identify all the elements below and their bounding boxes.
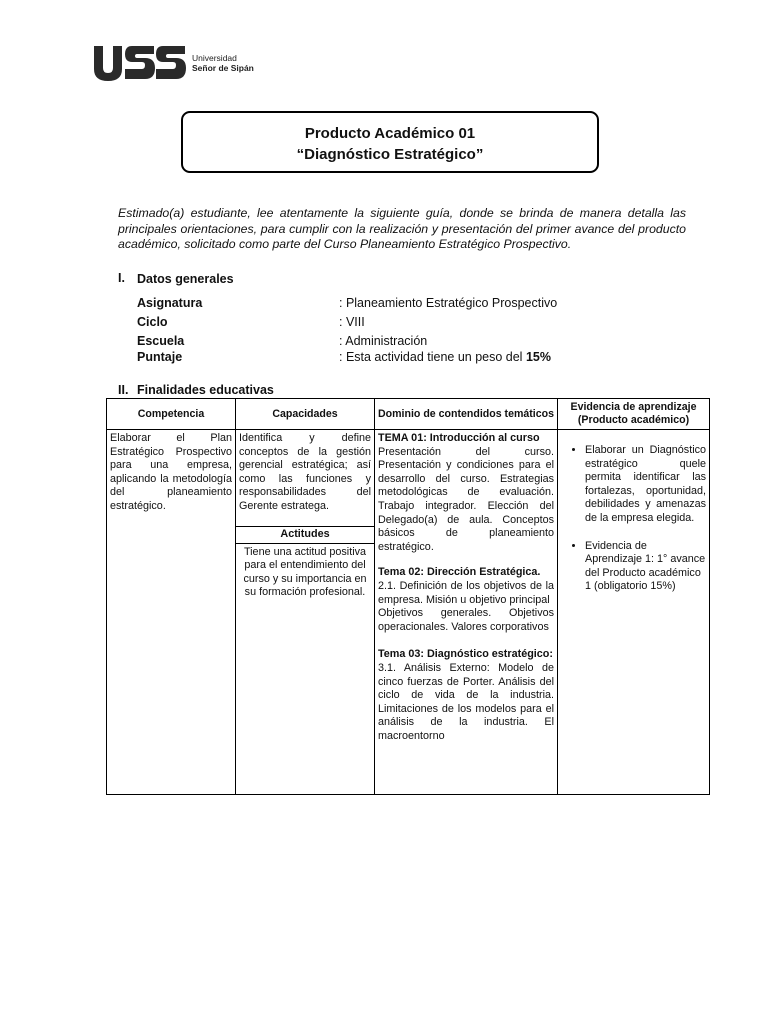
tema-2-title: Tema 02: Dirección Estratégica.: [378, 566, 541, 579]
header-capacidades: Capacidades: [236, 399, 375, 430]
evidencia-cell: [558, 430, 710, 795]
list-item: • Elaborar un Diagnóstico estratégico quele permita identificar las fortalezas, oportunidad, debilidades y amenazas de la empresa elegida.: [585, 444, 706, 526]
evidencia-list: [561, 444, 706, 594]
title-line-2: “Diagnóstico Estratégico”: [296, 146, 484, 163]
list-item: • Evidencia de Aprendizaje 1: 1° avance del Producto académico 1 (obligatorio 15%): [585, 540, 706, 594]
info-value: : Administración: [339, 334, 428, 348]
educational-goals-table: [106, 398, 710, 795]
university-logo: [92, 44, 254, 82]
actitudes-text: Tiene una actitud positiva para el entendimiento del curso y su importancia en su formación profesional.: [243, 545, 367, 599]
intro-paragraph: Estimado(a) estudiante, lee atentamente la siguiente guía, donde se brinda de manera detalla las principales orientaciones, para cumplir con la realización y presentación del primer avance del producto académico, solicitado como parte del Curso Planeamiento Estratégico Prospectivo.: [118, 206, 686, 251]
info-value: : VIII: [339, 315, 365, 329]
tema-1-body: Presentación del curso. Presentación y condiciones para el desarrollo del curso. Estrategias metodológicas de evaluación. Trabajo integrador. Elección del Delegado(a) de aula. Conceptos básicos de planeamiento estratégico.: [378, 445, 554, 553]
capacidades-text: Identifica y define conceptos de la gestión gerencial estratégica; así como las funciones y responsabilidades del Gerente estratega.: [239, 432, 371, 512]
section-2-title: Finalidades educativas: [137, 383, 274, 397]
table-header-row: [107, 399, 710, 430]
tema-2-body-2: Objetivos generales. Objetivos operacionales. Valores corporativos: [378, 607, 554, 633]
dominio-cell: [375, 430, 558, 795]
tema-3-body: 3.1. Análisis Externo: Modelo de cinco fuerzas de Porter. Análisis del ciclo de vida de la industria. Limitaciones de los modelos para el análisis de la industria. El macroentorno: [378, 661, 554, 742]
info-label: Puntaje: [137, 350, 183, 364]
section-1-number: I.: [118, 271, 125, 285]
tema-3-title: Tema 03: Diagnóstico estratégico:: [378, 648, 553, 661]
info-value: : Planeamiento Estratégico Prospectivo: [339, 296, 558, 310]
info-label: Asignatura: [137, 296, 203, 310]
info-label: Escuela: [137, 334, 185, 348]
info-label: Ciclo: [137, 315, 168, 329]
info-value: [339, 350, 551, 364]
header-dominio: Dominio de contendidos temáticos: [375, 399, 558, 430]
table-row: [107, 430, 710, 795]
header-evidencia: Evidencia de aprendizaje (Producto académico): [558, 399, 710, 430]
puntaje-percent: 15%: [525, 350, 551, 364]
competencia-cell: Elaborar el Plan Estratégico Prospectivo para una empresa, aplicando la metodología del planeamiento estratégico.: [107, 430, 236, 795]
tema-1-title: TEMA 01: Introducción al curso: [378, 432, 540, 444]
uss-logo-icon: [92, 44, 186, 82]
section-1-title: Datos generales: [137, 272, 234, 286]
puntaje-text: : Esta actividad tiene un peso del: [339, 350, 526, 364]
logo-line-1: Universidad: [192, 53, 237, 63]
title-box: [181, 111, 599, 173]
actitudes-header: Actitudes: [236, 526, 374, 544]
capacidades-cell: [236, 430, 375, 795]
title-line-1: Producto Académico 01: [304, 125, 476, 142]
logo-text: [192, 53, 254, 73]
header-competencia: Competencia: [107, 399, 236, 430]
section-2-number: II.: [118, 383, 129, 397]
tema-2-body: 2.1. Definición de los objetivos de la empresa. Misión u objetivo principal: [378, 579, 554, 606]
logo-line-2: Señor de Sipán: [192, 63, 254, 73]
